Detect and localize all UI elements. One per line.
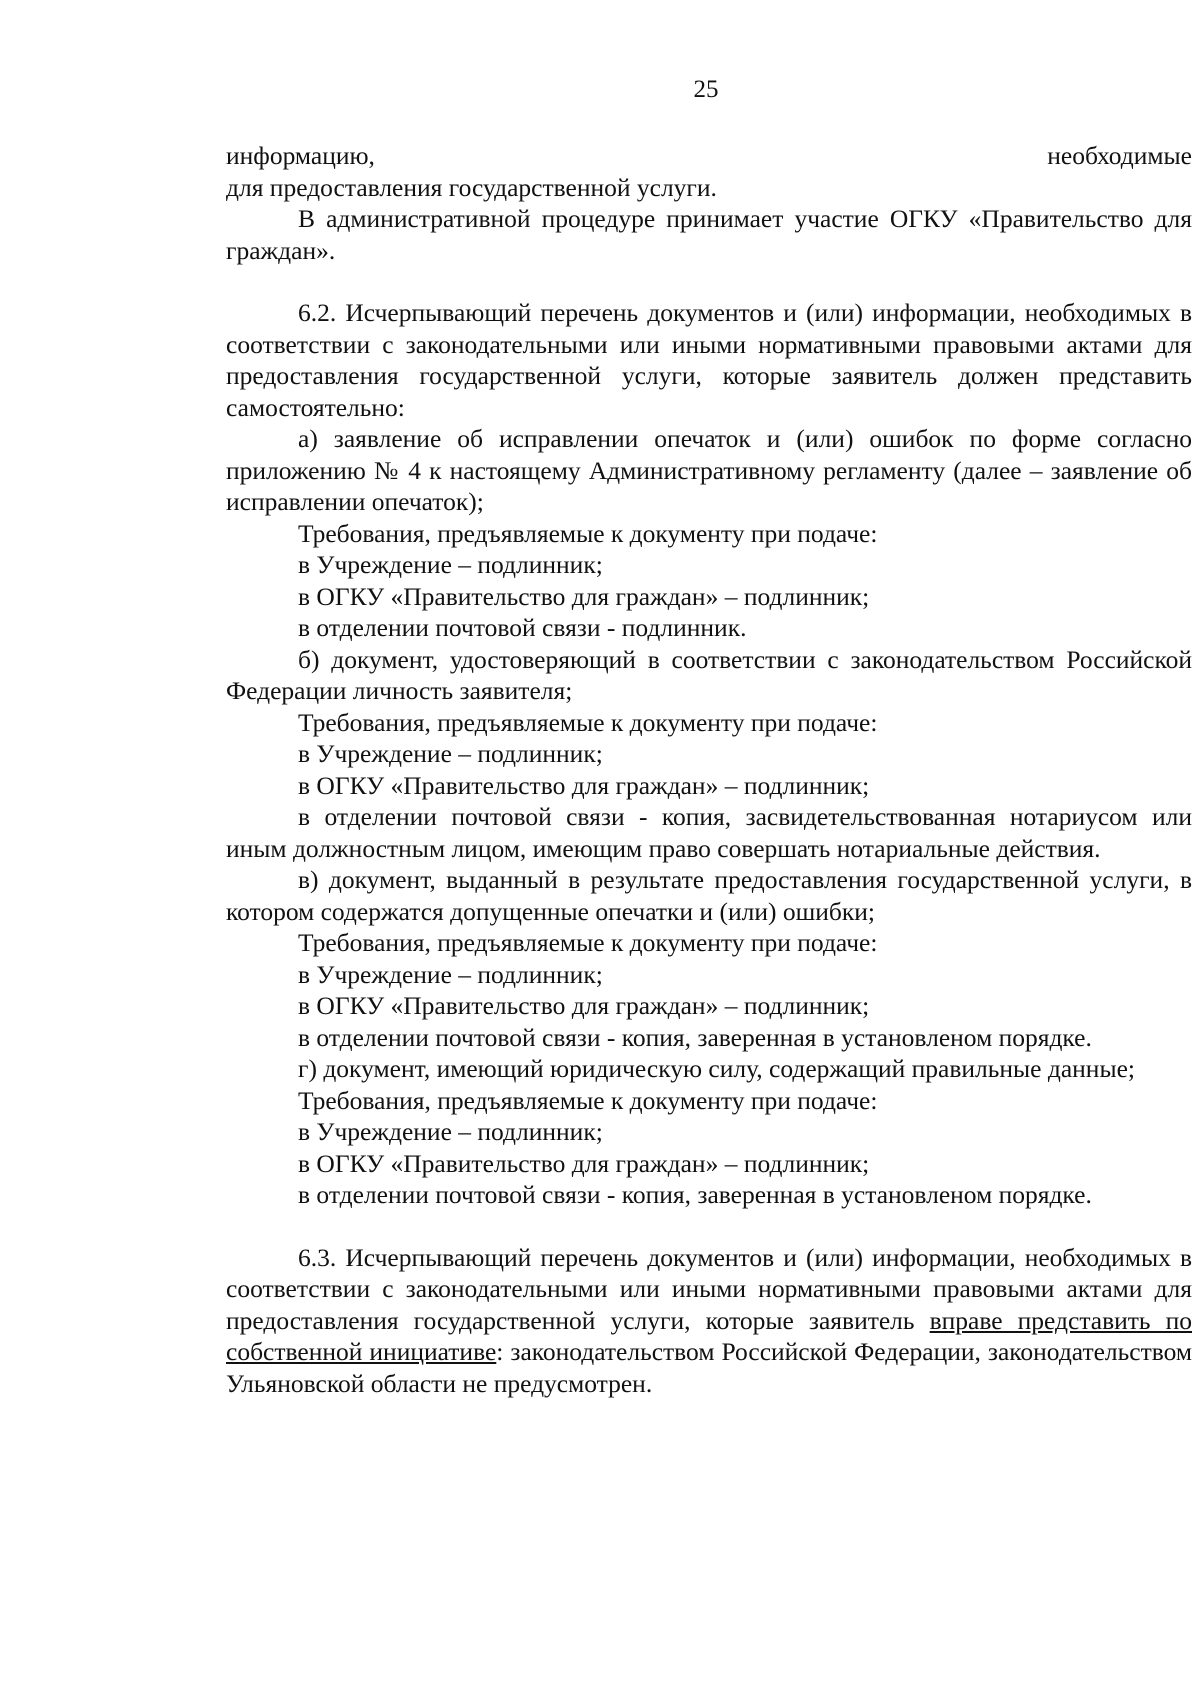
section-6-3 (226, 1242, 1192, 1400)
item-g-requirement-3: в отделении почтовой связи - копия, заверенная в установленом порядке. (298, 1180, 1092, 1209)
page-number: 25 (693, 76, 719, 103)
item-v-requirement-3: в отделении почтовой связи - копия, заверенная в установленом порядке. (298, 1022, 1092, 1052)
item-v-requirement-2: в ОГКУ «Правительство для граждан» – подлинник; (298, 991, 870, 1020)
item-b-requirement-3: в отделении почтовой связи - копия, засвидетельствованная нотариусом или иным должностным лицом, имеющим право совершать нотариальные действия. (226, 802, 1192, 863)
item-v-requirements: Требования, предъявляемые к документу при подаче: (298, 928, 878, 957)
item-a-requirement-2: в ОГКУ «Правительство для граждан» – подлинник; (298, 581, 870, 611)
section-6-3-text-part2: : законодательством Российской Федерации, законодательством Ульяновской области не предусмотрен. (226, 1337, 1192, 1398)
item-a-requirements: Требования, предъявляемые к документу при подаче: (298, 518, 878, 548)
item-a: а) заявление об исправлении опечаток и (или) ошибок по форме согласно приложению № 4 к настоящему Административному регламенту (далее – заявление об исправлении опечаток); (226, 424, 1192, 516)
section-6-2-intro: 6.2. Исчерпывающий перечень документов и (или) информации, необходимых в соответствии с законодательными или иными нормативными правовыми актами для предоставления государственной услуги, которые заявитель должен представить самостоятельно: (226, 298, 1192, 422)
paragraph-administrative-procedure: В административной процедуре принимает участие ОГКУ «Правительство для граждан». (226, 204, 1192, 265)
item-b-requirement-2: в ОГКУ «Правительство для граждан» – подлинник; (298, 770, 870, 800)
item-b-requirements: Требования, предъявляемые к документу при подаче: (298, 707, 878, 737)
item-v-requirement-1: в Учреждение – подлинник; (298, 959, 603, 989)
paragraph-continuation-line2: для предоставления государственной услуги. (226, 172, 717, 202)
item-v: в) документ, выданный в результате предоставления государственной услуги, в котором содержатся допущенные опечатки и (или) ошибки; (226, 865, 1192, 926)
document-body (226, 140, 1192, 1399)
section-6-3-text-part1: 6.3. Исчерпывающий перечень документов и (или) информации, необходимых в соответствии с законодательными или иными нормативными правовыми актами для предоставления государственной услуги, которые заявитель (226, 1242, 1192, 1335)
item-g: г) документ, имеющий юридическую силу, содержащий правильные данные; (298, 1054, 1135, 1083)
item-g-requirement-2: в ОГКУ «Правительство для граждан» – подлинник; (298, 1148, 870, 1178)
item-b-requirement-1: в Учреждение – подлинник; (298, 739, 603, 768)
item-g-requirement-1: в Учреждение – подлинник; (298, 1117, 603, 1146)
section-6-3-underlined-phrase: вправе представить по собственной инициативе (226, 1305, 1193, 1366)
paragraph-continuation-line1: информацию, необходимые (226, 141, 1192, 170)
item-a-requirement-1: в Учреждение – подлинник; (298, 550, 603, 579)
item-b: б) документ, удостоверяющий в соответствии с законодательством Российской Федерации личность заявителя; (226, 644, 1192, 705)
item-a-requirement-3: в отделении почтовой связи - подлинник. (298, 613, 747, 642)
item-g-requirements: Требования, предъявляемые к документу при подаче: (298, 1085, 878, 1115)
